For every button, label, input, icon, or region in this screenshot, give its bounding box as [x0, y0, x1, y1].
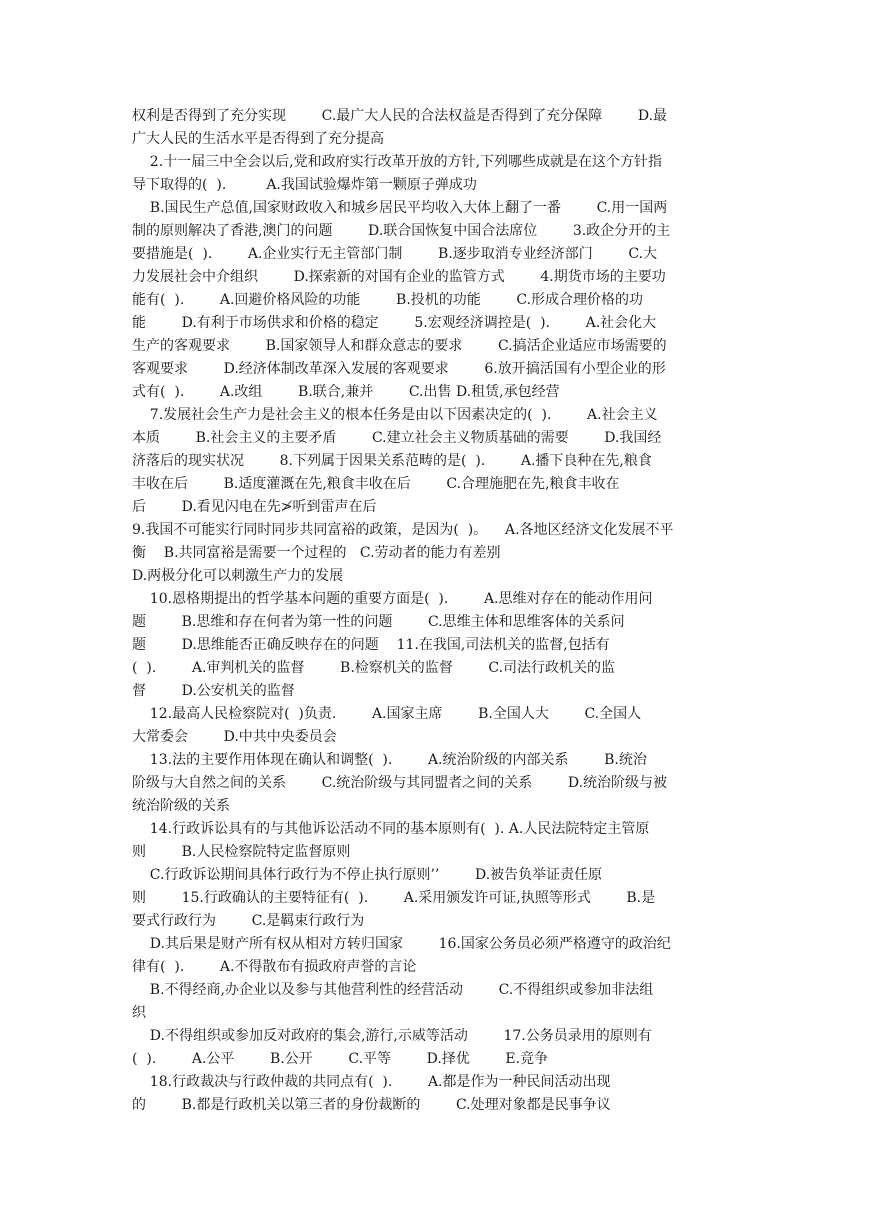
text-line-43: 18.行政裁决与行政仲裁的共同点有( ). A.都是作为一种民间活动出现	[132, 1074, 611, 1090]
text-line-25: ( ). A.审判机关的监督 B.检察机关的监督 C.司法行政机关的监	[132, 660, 616, 676]
text-line-27: 12.最高人民检察院对( )负责. A.国家主席 B.全国人大 C.全国人	[132, 706, 642, 722]
text-line-14: 7.发展社会生产力是社会主义的根本任务是由以下因素决定的( ). A.社会主义	[132, 407, 658, 423]
text-line-31: 统治阶级的关系	[132, 798, 230, 814]
text-line-24: 题 D.思维能否正确反映存在的问题 11.在我国,司法机关的监督,包括有	[132, 637, 610, 653]
text-line-30: 阶级与大自然之间的关系 C.统治阶级与其同盟者之间的关系 D.统治阶级与被	[132, 775, 668, 791]
text-line-35: 则 15.行政确认的主要特征有( ). A.采用颁发许可证,执照等形式 B.是	[132, 890, 656, 906]
text-line-11: 生产的客观要求 B.国家领导人和群众意志的要求 C.搞活企业适应市场需要的	[132, 338, 667, 354]
text-line-5: B.国民生产总值,国家财政收入和城乡居民平均收入大体上翻了一番 C.用一国两	[132, 200, 668, 216]
text-line-26: 督 D.公安机关的监督	[132, 683, 295, 699]
text-line-18: 后 D.看见闪电在先≯听到雷声在后	[132, 499, 377, 515]
text-line-28: 大常委会 D.中共中央委员会	[132, 729, 337, 745]
text-line-33: 则 B.人民检察院特定监督原则	[132, 844, 351, 860]
text-line-12: 客观要求 D.经济体制改革深入发展的客观要求 6.放开搞活国有小型企业的形	[132, 361, 666, 377]
text-line-21: D.两极分化可以刺激生产力的发展	[132, 568, 344, 584]
text-line-19: 9.我国不可能实行同时同步共同富裕的政策，是因为( )。 A.各地区经济文化发展不平	[132, 522, 674, 538]
text-line-15: 本质 B.社会主义的主要矛盾 C.建立社会主义物质基础的需要 D.我国经	[132, 430, 662, 446]
text-line-9: 能有( ). A.回避价格风险的功能 B.投机的功能 C.形成合理价格的功	[132, 292, 644, 308]
text-line-4: 导下取得的( ). A.我国试验爆炸第一颗原子弹成功	[132, 177, 477, 193]
text-line-37: D.其后果是财产所有权从相对方转归国家 16.国家公务员必须严格遵守的政治纪	[132, 936, 671, 952]
text-line-7: 要措施是( ). A.企业实行无主管部门制 B.逐步取消专业经济部门 C.大	[132, 246, 658, 262]
text-line-6: 制的原则解决了香港,澳门的问题 D.联合国恢复中国合法席位 3.政企分开的主	[132, 223, 671, 239]
text-line-40: 织	[132, 1005, 146, 1021]
text-line-29: 13.法的主要作用体现在确认和调整( ). A.统治阶级的内部关系 B.统治	[132, 752, 647, 768]
text-line-34: C.行政诉讼期间具体行政行为不停止执行原则’’ D.被告负举证责任原	[132, 867, 603, 883]
text-line-42: ( ). A.公平 B.公开 C.平等 D.择优 E.竞争	[132, 1051, 549, 1067]
text-line-41: D.不得组织或参加反对政府的集会,游行,示威等活动 17.公务员录用的原则有	[132, 1028, 652, 1044]
text-line-38: 律有( ). A.不得散布有损政府声誉的言论	[132, 959, 417, 975]
text-line-2: 广大人民的生活水平是否得到了充分提高	[132, 131, 384, 147]
text-line-17: 丰收在后 B.适度灌溉在先,粮食丰收在后 C.合理施肥在先,粮食丰收在	[132, 476, 620, 492]
text-line-13: 式有( ). A.改组 B.联合,兼并 C.出售 D.租赁,承包经营	[132, 384, 560, 400]
text-line-20: 衡 B.共同富裕是需要一个过程的 C.劳动者的能力有差别	[132, 545, 501, 561]
text-line-1: 权利是否得到了充分实现 C.最广大人民的合法权益是否得到了充分保障 D.最	[132, 108, 668, 124]
text-line-23: 题 B.思维和存在何者为第一性的问题 C.思维主体和思维客体的关系问	[132, 614, 625, 630]
text-line-10: 能 D.有利于市场供求和价格的稳定 5.宏观经济调控是( ). A.社会化大	[132, 315, 657, 331]
text-line-39: B.不得经商,办企业以及参与其他营利性的经营活动 C.不得组织或参加非法组	[132, 982, 654, 998]
text-line-16: 济落后的现实状况 8.下列属于因果关系范畴的是( ). A.播下良种在先,粮食	[132, 453, 652, 469]
text-line-32: 14.行政诉讼具有的与其他诉讼活动不同的基本原则有( ). A.人民法院特定主管原	[132, 821, 650, 837]
text-line-44: 的 B.都是行政机关以第三者的身份裁断的 C.处理对象都是民事争议	[132, 1097, 611, 1113]
text-line-36: 要式行政行为 C.是羁束行政行为	[132, 913, 365, 929]
text-line-8: 力发展社会中介组织 D.探索新的对国有企业的监管方式 4.期货市场的主要功	[132, 269, 666, 285]
text-line-3: 2.十一届三中全会以后,党和政府实行改革开放的方针,下列哪些成就是在这个方针指	[132, 154, 663, 170]
text-line-22: 10.恩格期提出的哲学基本问题的重要方面是( ). A.思维对存在的能动作用问	[132, 591, 653, 607]
